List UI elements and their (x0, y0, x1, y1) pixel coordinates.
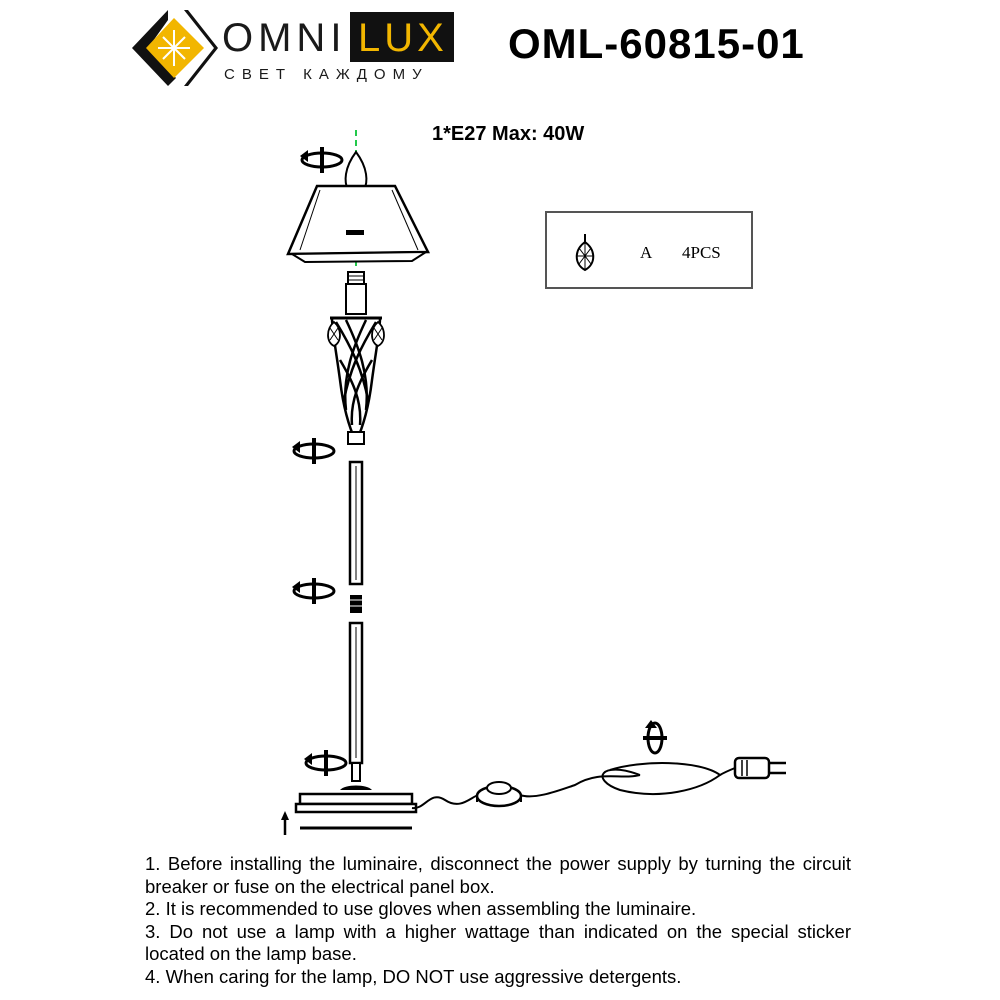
brand-tagline: СВЕТ КАЖДОМУ (224, 66, 429, 83)
lamp-socket (346, 272, 366, 314)
instruction-item: 2. It is recommended to use gloves when assembling the luminaire. (145, 898, 697, 919)
rotate-arrow-icon (304, 750, 346, 776)
part-quantity: 4PCS (682, 243, 721, 262)
lamp-base (296, 786, 416, 829)
model-number: OML-60815-01 (508, 20, 805, 67)
instruction-item: 1. Before installing the luminaire, disconnect the power supply by turning the circuit breaker or fuse on the electrical panel box. (145, 853, 851, 897)
safety-instructions (145, 853, 851, 988)
brand-name-omni: OMNI (222, 16, 347, 60)
pole-joint (350, 595, 362, 613)
lampshade (288, 186, 428, 262)
power-cord (412, 763, 735, 808)
rotate-arrow-icon (643, 720, 667, 753)
crystal-pendant-icon (328, 322, 340, 346)
upper-pole-segment (350, 462, 362, 584)
rotate-arrow-icon (300, 147, 342, 173)
crystal-pendant-icon (372, 322, 384, 346)
rotate-arrow-icon (292, 578, 334, 604)
instruction-item: 4. When caring for the lamp, DO NOT use aggressive detergents. (145, 965, 682, 987)
power-plug (735, 758, 786, 778)
brand-name-lux: LUX (358, 16, 448, 60)
lower-pole-segment (350, 623, 362, 781)
rotate-arrow-icon (292, 438, 334, 464)
foot-switch (477, 782, 521, 806)
instruction-item: 3. Do not use a lamp with a higher wattage than indicated on the special sticker located on the lamp base. (145, 920, 851, 964)
up-arrow-icon (281, 811, 289, 835)
part-letter: A (640, 243, 653, 262)
bulb-spec: 1*E27 Max: 40W (432, 123, 585, 145)
